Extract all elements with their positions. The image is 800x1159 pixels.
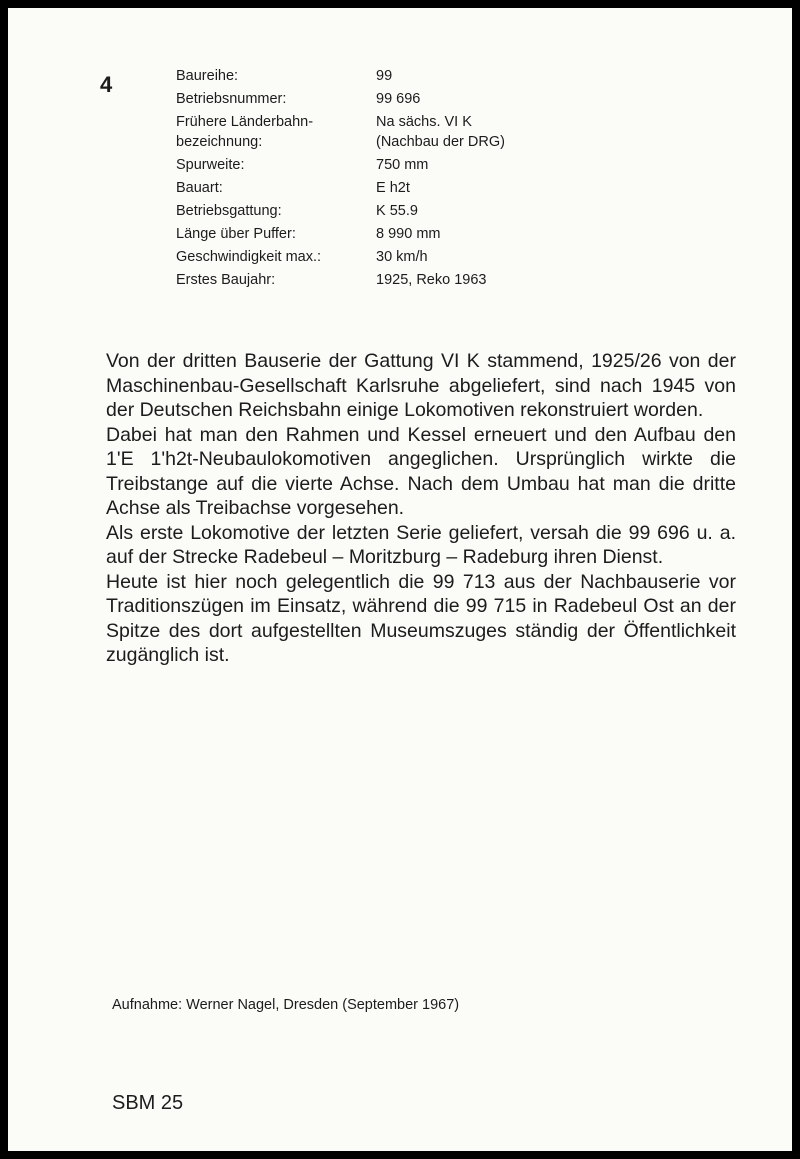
spec-label: Länge über Puffer:: [176, 226, 296, 242]
spec-value: 99 696: [376, 91, 421, 107]
spec-value: 30 km/h: [376, 249, 428, 265]
spec-value: Na sächs. VI K (Nachbau der DRG): [376, 114, 505, 150]
spec-label: Betriebsgattung:: [176, 203, 282, 219]
spec-row: [176, 224, 576, 244]
spec-row: [176, 178, 576, 198]
spec-row: [176, 66, 576, 86]
spec-label: Frühere Länderbahn- bezeichnung:: [176, 114, 314, 150]
description-paragraph: Dabei hat man den Rahmen und Kessel erneuert und den Aufbau den 1'E 1'h2t-Neubaulokomotiven angeglichen. Ursprünglich wirkte die Treibstange auf die vierte Achse. Nach dem Umbau hat man die dritte Achse als Treibachse vorgesehen.: [106, 423, 736, 519]
description-text: [106, 349, 736, 668]
spec-label: Bauart:: [176, 180, 223, 196]
spec-label: Geschwindigkeit max.:: [176, 249, 322, 265]
spec-value: K 55.9: [376, 203, 418, 219]
series-code: SBM 25: [112, 1092, 184, 1114]
description-paragraph: Als erste Lokomotive der letzten Serie geliefert, versah die 99 696 u. a. auf der Strecke Radebeul – Moritzburg – Radeburg ihren Dienst.: [106, 521, 736, 568]
spec-row: [176, 155, 576, 175]
spec-row: [176, 201, 576, 221]
description-paragraph: Von der dritten Bauserie der Gattung VI K stammend, 1925/26 von der Maschinenbau-Gesellschaft Karlsruhe abgeliefert, sind nach 1945 von der Deutschen Reichsbahn einige Lokomotiven rekonstruiert worden.: [106, 350, 736, 421]
spec-label: Betriebsnummer:: [176, 91, 287, 107]
spec-row: [176, 89, 576, 109]
postcard-back: [8, 8, 792, 1151]
spec-row: [176, 112, 576, 152]
spec-row: [176, 247, 576, 267]
spec-value: 750 mm: [376, 157, 429, 173]
spec-label: Erstes Baujahr:: [176, 272, 276, 288]
spec-value: E h2t: [376, 180, 410, 196]
card-number: 4: [100, 72, 113, 97]
spec-label: Spurweite:: [176, 157, 245, 173]
spec-value: 99: [376, 68, 393, 84]
spec-label: Baureihe:: [176, 68, 239, 84]
spec-row: [176, 270, 576, 290]
spec-value: 1925, Reko 1963: [376, 272, 487, 288]
photo-credit: Aufnahme: Werner Nagel, Dresden (September 1967): [112, 997, 460, 1013]
spec-value: 8 990 mm: [376, 226, 441, 242]
spec-table: [176, 66, 576, 293]
description-paragraph: Heute ist hier noch gelegentlich die 99 713 aus der Nachbauserie vor Traditionszügen im Einsatz, während die 99 715 in Radebeul Ost an der Spitze des dort aufgestellten Museumszuges ständig der Öffentlichkeit zugänglich ist.: [106, 570, 736, 666]
